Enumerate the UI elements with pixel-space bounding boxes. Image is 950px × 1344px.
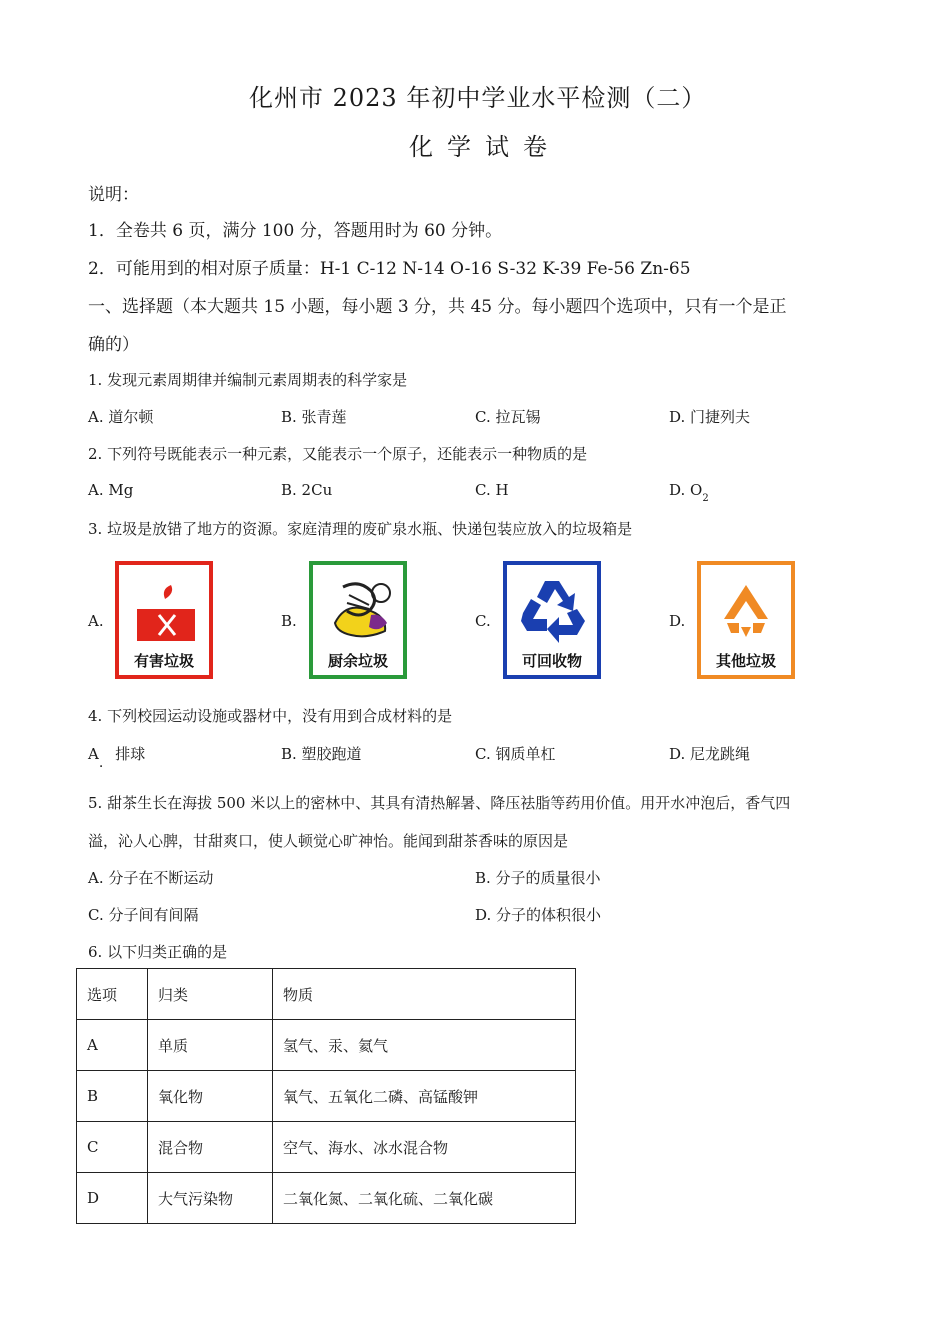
notes-line-2: 2．可能用到的相对原子质量：H-1 C-12 N-14 O-16 S-32 K-39 Fe-56 Zn-65 — [88, 259, 691, 279]
table-row — [77, 1173, 576, 1224]
question-5-option-b[interactable]: B. 分子的质量很小 — [475, 869, 601, 887]
section-heading-line-1: 一、选择题（本大题共 15 小题，每小题 3 分，共 45 分。每小题四个选项中，只有一个是正 — [88, 297, 787, 317]
question-5-stem-line-1: 5. 甜茶生长在海拔 500 米以上的密林中、其具有清热解暑、降压祛脂等药用价值。用开水冲泡后，香气四 — [88, 794, 791, 812]
question-1-option-a[interactable]: A. 道尔顿 — [88, 408, 154, 426]
question-3-stem: 3. 垃圾是放错了地方的资源。家庭清理的废矿泉水瓶、快递包装应放入的垃圾箱是 — [88, 520, 633, 538]
question-2-option-d[interactable] — [669, 481, 709, 504]
table-header-cell: 归类 — [148, 969, 273, 1020]
question-2-option-d-text: D. O — [669, 481, 703, 499]
question-2-option-c[interactable]: C. H — [475, 481, 509, 499]
subscript-two: 2 — [702, 493, 709, 504]
question-4-option-b[interactable]: B. 塑胶跑道 — [281, 745, 362, 763]
kitchen-waste-icon — [313, 565, 403, 649]
question-2-option-b[interactable]: B. 2Cu — [281, 481, 333, 499]
classification-table — [76, 968, 576, 1224]
other-waste-icon — [701, 565, 791, 649]
kitchen-waste-bin[interactable] — [309, 561, 407, 679]
question-5-stem-line-2: 溢，沁人心脾，甘甜爽口，使人顿觉心旷神怡。能闻到甜茶香味的原因是 — [88, 832, 569, 850]
table-header-cell: 选项 — [77, 969, 148, 1020]
question-3-option-c[interactable]: C. — [475, 612, 491, 630]
question-5-option-a[interactable]: A. 分子在不断运动 — [88, 869, 214, 887]
other-waste-bin[interactable] — [697, 561, 795, 679]
notes-line-1: 1．全卷共 6 页，满分 100 分，答题用时为 60 分钟。 — [88, 221, 503, 241]
question-2-stem: 2. 下列符号既能表示一种元素，又能表示一个原子，还能表示一种物质的是 — [88, 445, 588, 463]
question-3-option-d[interactable]: D. — [669, 612, 686, 630]
question-1-option-b[interactable]: B. 张青莲 — [281, 408, 347, 426]
table-header-row — [77, 969, 576, 1020]
table-header-cell: 物质 — [273, 969, 576, 1020]
bin-label-hazardous: 有害垃圾 — [133, 652, 194, 670]
question-1-option-d[interactable]: D. 门捷列夫 — [669, 408, 751, 426]
option-dot: . — [98, 755, 104, 771]
table-cell: B — [77, 1071, 148, 1122]
exam-subtitle: 化学试卷 — [409, 133, 561, 161]
question-3-option-b[interactable]: B. — [281, 612, 297, 630]
hazardous-waste-icon — [119, 565, 209, 645]
question-6-stem: 6. 以下归类正确的是 — [88, 943, 228, 961]
bin-label-recyclable: 可回收物 — [521, 652, 582, 670]
question-4-option-a[interactable] — [88, 743, 146, 771]
exam-title: 化州市 2023 年初中学业水平检测（二） — [249, 84, 707, 112]
question-4-option-d[interactable]: D. 尼龙跳绳 — [669, 745, 751, 763]
question-3-option-a[interactable]: A. — [88, 612, 104, 630]
bin-label-other: 其他垃圾 — [715, 652, 776, 670]
table-row — [77, 1122, 576, 1173]
table-row — [77, 1020, 576, 1071]
table-cell: 空气、海水、冰水混合物 — [273, 1122, 576, 1173]
bin-label-kitchen: 厨余垃圾 — [327, 652, 388, 670]
table-cell: 大气污染物 — [148, 1173, 273, 1224]
hazardous-waste-bin[interactable] — [115, 561, 213, 679]
section-heading-line-2: 确的） — [88, 335, 139, 355]
table-cell: 二氧化氮、二氧化硫、二氧化碳 — [273, 1173, 576, 1224]
table-cell: 氢气、汞、氦气 — [273, 1020, 576, 1071]
question-4-option-c[interactable]: C. 钢质单杠 — [475, 745, 556, 763]
question-2-option-a[interactable]: A. Mg — [88, 481, 134, 499]
table-row — [77, 1071, 576, 1122]
table-cell: 混合物 — [148, 1122, 273, 1173]
table-cell: 氧气、五氧化二磷、高锰酸钾 — [273, 1071, 576, 1122]
table-cell: A — [77, 1020, 148, 1071]
table-cell: 氧化物 — [148, 1071, 273, 1122]
table-cell: D — [77, 1173, 148, 1224]
question-4-stem: 4. 下列校园运动设施或器材中，没有用到合成材料的是 — [88, 707, 453, 725]
question-1-option-c[interactable]: C. 拉瓦锡 — [475, 408, 541, 426]
recyclable-bin[interactable] — [503, 561, 601, 679]
table-cell: 单质 — [148, 1020, 273, 1071]
notes-heading: 说明： — [88, 185, 139, 205]
question-4-option-a-text: 排球 — [115, 745, 146, 763]
table-cell: C — [77, 1122, 148, 1173]
question-1-stem: 1. 发现元素周期律并编制元素周期表的科学家是 — [88, 371, 408, 389]
question-5-option-c[interactable]: C. 分子间有间隔 — [88, 906, 199, 924]
recycle-icon — [507, 565, 597, 649]
question-5-option-d[interactable]: D. 分子的体积很小 — [475, 906, 602, 924]
question-4-option-a-letter: A — [88, 745, 99, 763]
